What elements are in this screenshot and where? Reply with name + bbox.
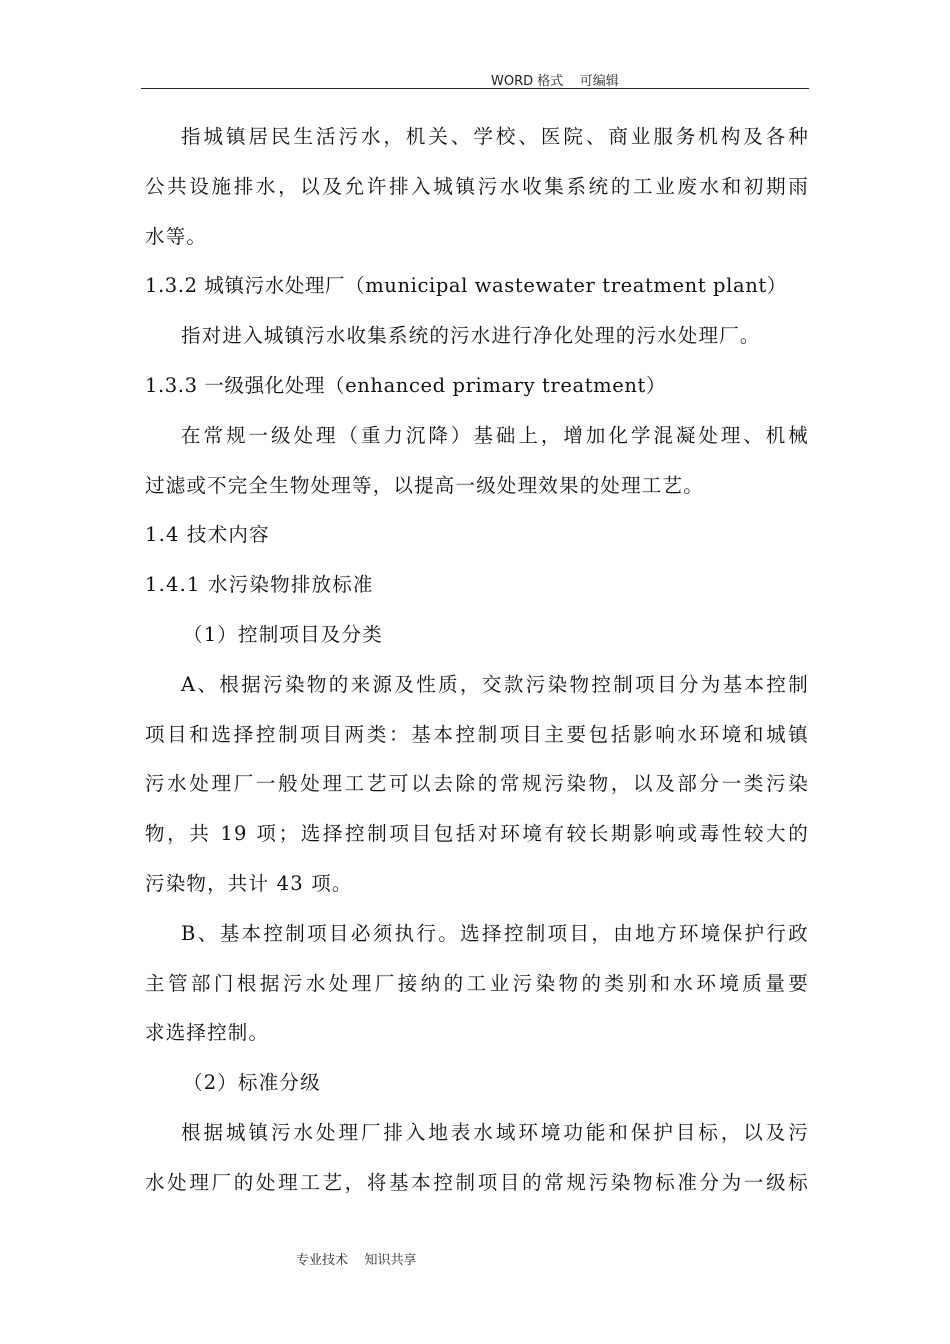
paragraph-line: A、根据污染物的来源及性质，交款污染物控制项目分为基本控制 [181, 672, 809, 696]
section-heading: 1.3.3 一级强化处理（enhanced primary treatment） [145, 373, 667, 397]
section-heading: 1.4.1 水污染物排放标准 [145, 573, 374, 597]
paragraph-line: B、基本控制项目必须执行。选择控制项目，由地方环境保护行政 [181, 921, 809, 945]
paragraph-line: 求选择控制。 [145, 1021, 270, 1045]
page-header [141, 66, 809, 89]
paragraph-line: 主管部门根据污水处理厂接纳的工业污染物的类别和水环境质量要 [145, 971, 809, 995]
paragraph-line: 指城镇居民生活污水，机关、学校、医院、商业服务机构及各种 [181, 125, 809, 148]
paragraph-line: 污水处理厂一般处理工艺可以去除的常规污染物，以及部分一类污染 [145, 772, 809, 796]
paragraph-line: 根据城镇污水处理厂排入地表水域环境功能和保护目标，以及污 [181, 1120, 809, 1144]
paragraph-line: 指对进入城镇污水收集系统的污水进行净化处理的污水处理厂。 [181, 324, 761, 348]
page-footer: 专业技术 知识共享 [296, 1253, 417, 1268]
paragraph-line: 水等。 [145, 224, 208, 248]
paragraph-line: 水处理厂的处理工艺，将基本控制项目的常规污染物标准分为一级标 [145, 1170, 809, 1194]
paragraph-line: 在常规一级处理（重力沉降）基础上，增加化学混凝处理、机械 [181, 423, 809, 447]
subsection-heading: （1）控制项目及分类 [183, 622, 383, 646]
header-text: WORD 格式 可编辑 [491, 74, 619, 89]
section-heading: 1.4 技术内容 [145, 523, 270, 547]
document-body [145, 112, 809, 1208]
paragraph-line: 项目和选择控制项目两类：基本控制项目主要包括影响水环境和城镇 [145, 722, 809, 746]
section-heading: 1.3.2 城镇污水处理厂（municipal wastewater treatment plant） [145, 274, 787, 298]
subsection-heading: （2）标准分级 [183, 1071, 321, 1095]
paragraph-line: 污染物，共计 43 项。 [145, 871, 353, 895]
paragraph-line: 公共设施排水，以及允许排入城镇污水收集系统的工业废水和初期雨 [145, 174, 809, 198]
paragraph-line: 过滤或不完全生物处理等，以提高一级处理效果的处理工艺。 [145, 473, 704, 497]
paragraph-line: 物，共 19 项；选择控制项目包括对环境有较长期影响或毒性较大的 [145, 822, 809, 846]
